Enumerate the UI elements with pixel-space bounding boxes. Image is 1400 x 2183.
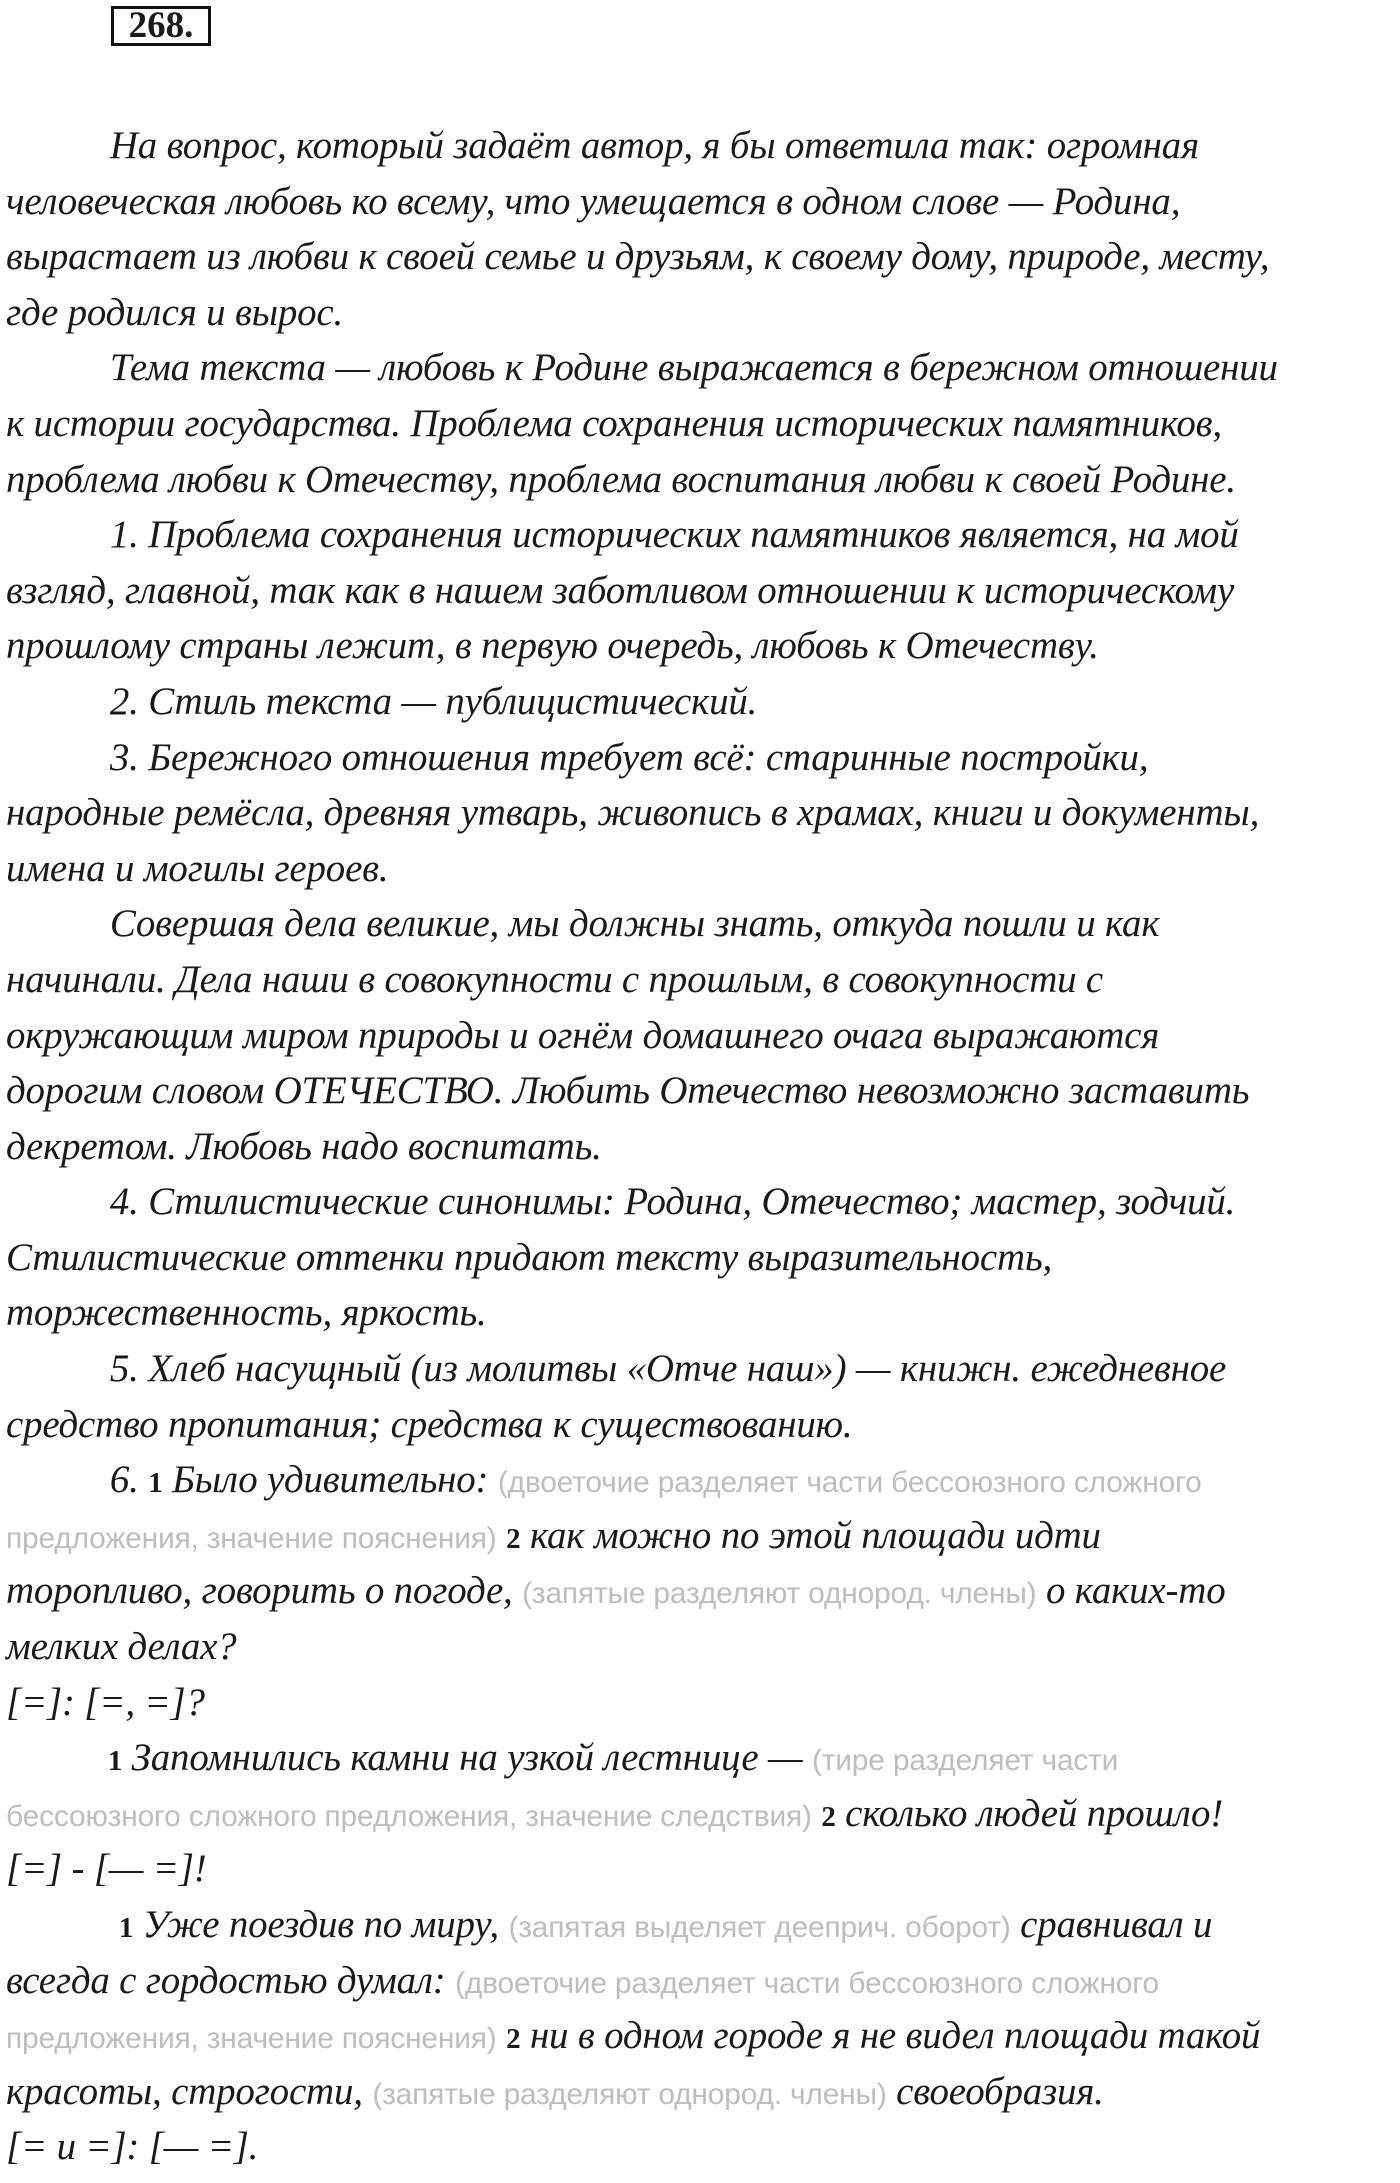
- text-fragment: Было удивительно:: [162, 1458, 498, 1502]
- punctuation-note: (запятая выделяет дееприч. оборот): [508, 1911, 1011, 1944]
- text-fragment: сравнивал и: [1010, 1903, 1213, 1946]
- text-line: 1. Проблема сохранения исторических памятников является, на мой: [109, 513, 1239, 557]
- text-line: человеческая любовь ко всему, что умещается в одном слове — Родина,: [6, 179, 1181, 223]
- punctuation-note: (двоеточие разделяет части бессоюзного сложного: [497, 1466, 1202, 1500]
- text-line: 3. Бережного отношения требует всё: старинные постройки,: [109, 735, 1149, 779]
- text-line: мелких делах?: [6, 1625, 237, 1669]
- text-line: народные ремёсла, древняя утварь, живопись в храмах, книги и документы,: [6, 791, 1260, 835]
- text-line: На вопрос, который задаёт автор, я бы ответила так: огромная: [109, 124, 1199, 167]
- text-line: к истории государства. Проблема сохранения исторических памятников,: [6, 401, 1222, 445]
- text-line: 2. Стиль текста — публицистический.: [109, 679, 758, 723]
- text-line: 4. Стилистические синонимы: Родина, Отечество; мастер, зодчий.: [109, 1180, 1236, 1224]
- text-line: прошлому страны лежит, в первую очередь, любовь к Отечеству.: [6, 624, 1099, 668]
- text-line: [6, 1786, 1396, 1842]
- text-line: [6, 1953, 1396, 2009]
- text-line: начинали. Дела наши в совокупности с прошлым, в совокупности с: [6, 957, 1104, 1001]
- text-line: проблема любви к Отечеству, проблема воспитания любви к своей Родине.: [6, 457, 1236, 501]
- clause-number: 2: [821, 1800, 836, 1833]
- text-line: окружающим миром природы и огнём домашнего очага выражаются: [6, 1013, 1160, 1057]
- text-line: вырастает из любви к своей семье и друзьям, к своему дому, природе, месту,: [6, 235, 1270, 279]
- text-fragment: о каких-то: [1036, 1569, 1226, 1613]
- text-line: дорогим словом ОТЕЧЕСТВО. Любить Отечество невозможно заставить: [6, 1069, 1250, 1113]
- clause-number: 1: [118, 1912, 134, 1944]
- text-fragment: как можно по этой площади идти: [520, 1513, 1101, 1557]
- text-line: [6, 1730, 1396, 1786]
- text-fragment: всегда с гордостью думал:: [6, 1958, 456, 2002]
- text-line: Стилистические оттенки придают тексту выразительность,: [6, 1235, 1053, 1279]
- text-line: имена и могилы героев.: [6, 846, 389, 890]
- text-fragment: красоты, строгости,: [6, 2069, 373, 2113]
- punctuation-note: предложения, значение пояснения): [6, 2022, 497, 2056]
- text-line: [6, 1563, 1396, 1619]
- punctuation-note: (запятые разделяют однород. члены): [372, 2077, 887, 2111]
- scheme-line: [=]: [=, =]?: [6, 1680, 205, 1724]
- punctuation-note: (тире разделяет части: [811, 1744, 1119, 1778]
- text-line: декретом. Любовь надо воспитать.: [6, 1124, 602, 1168]
- punctuation-note: предложения, значение пояснения): [6, 1521, 497, 1555]
- scheme-line: [= и =]: [— =].: [6, 2125, 259, 2169]
- scheme-line: [=] - [— =]!: [6, 1847, 207, 1891]
- text-line: Тема текста — любовь к Родине выражается в бережном отношении: [109, 346, 1278, 390]
- punctuation-note: (запятые разделяют однород. члены): [522, 1577, 1037, 1611]
- text-line: [6, 2008, 1396, 2064]
- text-fragment: торопливо, говорить о погоде,: [6, 1569, 523, 1613]
- punctuation-note: бессоюзного сложного предложения, значение следствия): [6, 1799, 812, 1833]
- text-fragment: своеобразия.: [886, 2069, 1104, 2113]
- text-fragment: сколько людей прошло!: [835, 1791, 1223, 1835]
- text-line: 5. Хлеб насущный (из молитвы «Отче наш») — книжн. ежедневное: [109, 1347, 1227, 1391]
- clause-number: 2: [506, 2023, 521, 2056]
- text-line: [6, 1452, 1396, 1508]
- clause-number: 2: [506, 1522, 521, 1555]
- text-fragment: 6.: [109, 1458, 149, 1502]
- text-line: где родился и вырос.: [6, 290, 344, 334]
- clause-number: 1: [107, 1745, 123, 1778]
- text-line: торжественность, яркость.: [6, 1291, 487, 1335]
- text-line: взгляд, главной, так как в нашем заботливом отношении к историческому: [6, 568, 1235, 612]
- text-fragment: ни в одном городе я не видел площади такой: [520, 2014, 1261, 2058]
- text-line: [6, 2064, 1396, 2120]
- exercise-number: 268.: [111, 6, 211, 46]
- text-line: средство пропитания; средства к существованию.: [6, 1402, 853, 1446]
- text-line: [6, 1508, 1396, 1564]
- text-line: Совершая дела великие, мы должны знать, откуда пошли и как: [109, 902, 1160, 946]
- text-line: [6, 1897, 1396, 1953]
- answer-text: [6, 118, 1398, 2175]
- text-fragment: Уже поездив по миру,: [133, 1903, 509, 1946]
- clause-number: 1: [148, 1467, 163, 1500]
- text-fragment: Запомнились камни на узкой лестнице —: [122, 1736, 812, 1780]
- punctuation-note: (двоеточие разделяет части бессоюзного сложного: [455, 1966, 1159, 2000]
